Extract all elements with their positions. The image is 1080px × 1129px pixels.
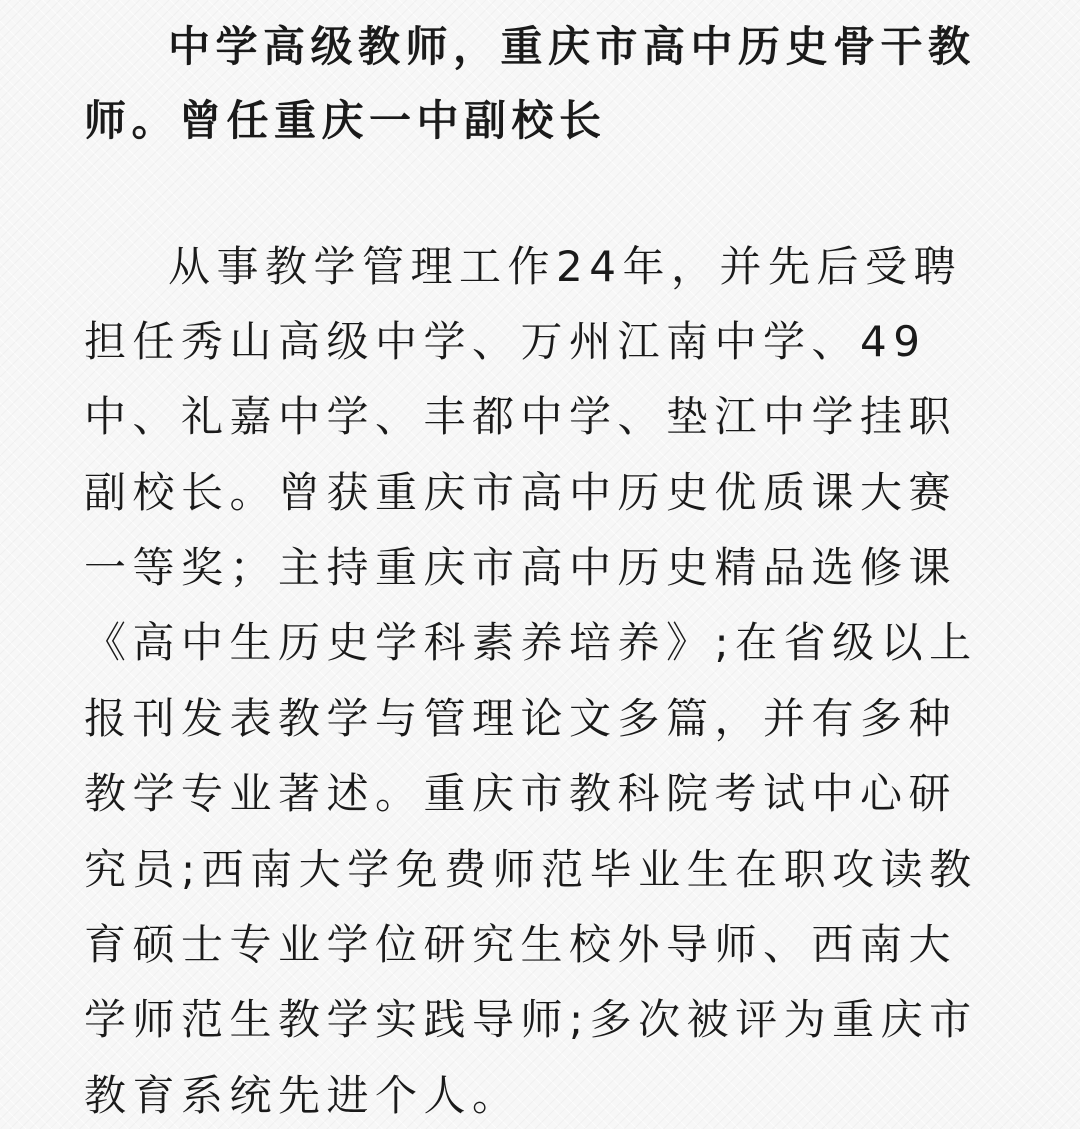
text-line: 报刊发表教学与管理论文多篇，并有多种 [84,694,958,743]
text-line: 中、礼嘉中学、丰都中学、垫江中学挂职 [84,392,958,441]
text-line: 学师范生教学实践导师;多次被评为重庆市 [84,995,978,1044]
text-line: 副校长。曾获重庆市高中历史优质课大赛 [84,468,958,517]
text-line: 一等奖；主持重庆市高中历史精品选修课 [84,543,958,592]
text-line: 究员;西南大学免费师范毕业生在职攻读教 [84,845,978,894]
text-line: 从事教学管理工作24年，并先后受聘 [168,242,962,291]
text-line: 《高中生历史学科素养培养》;在省级以上 [84,618,978,667]
text-line: 中学高级教师，重庆市高中历史骨干教 [168,22,976,71]
text-line: 教学专业著述。重庆市教科院考试中心研 [84,769,958,818]
text-line: 担任秀山高级中学、万州江南中学、49 [84,317,927,366]
text-line: 教育系统先进个人。 [84,1071,521,1120]
text-line: 育硕士专业学位研究生校外导师、西南大 [84,920,958,969]
text-line: 师。曾任重庆一中副校长 [84,96,607,145]
